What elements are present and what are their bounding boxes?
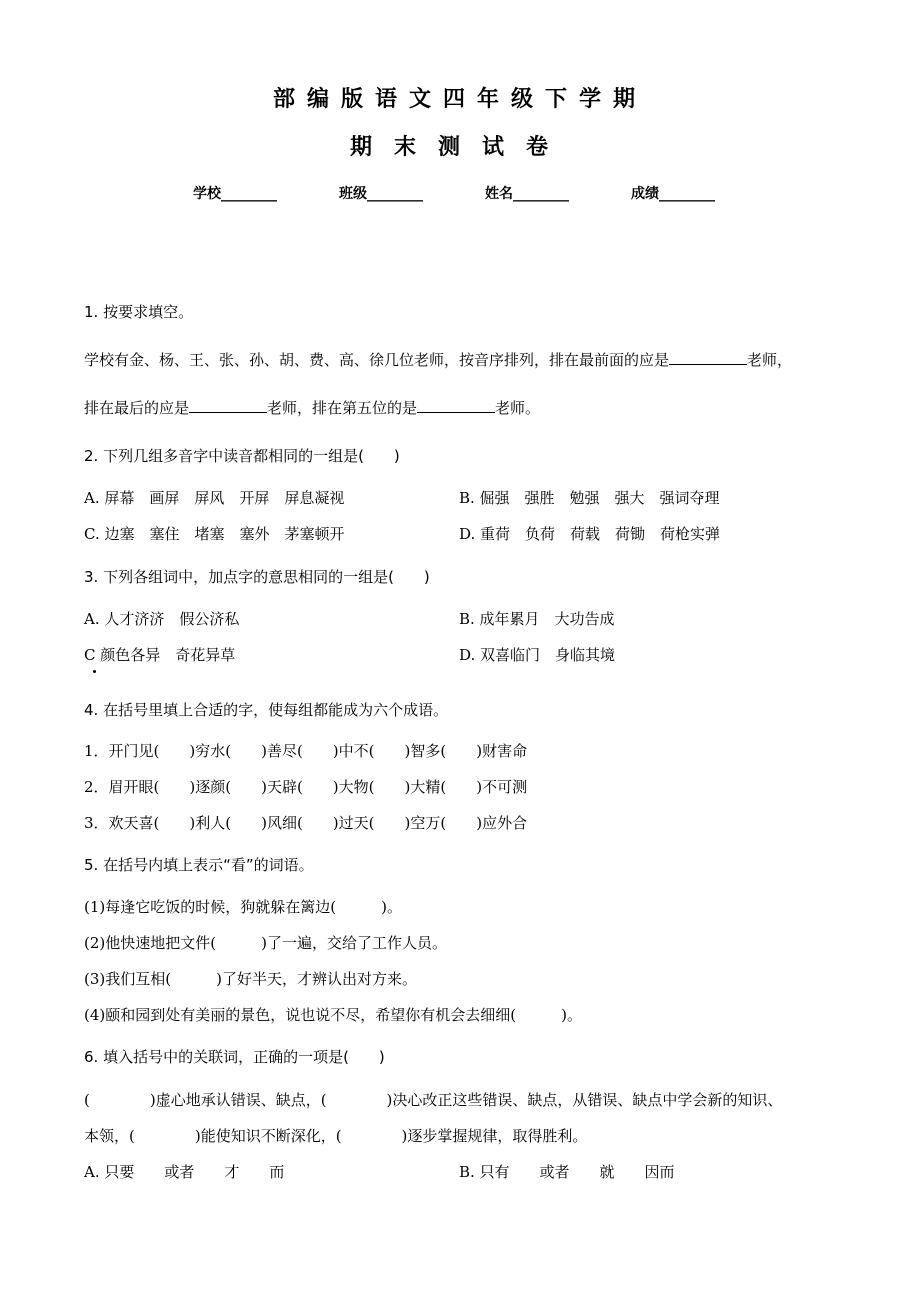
- exam-title: 部编版语文四年级下学期: [272, 87, 647, 112]
- option-d: D. 双喜临门 身临其境: [459, 646, 616, 664]
- q1-text-e: 老师。: [495, 399, 541, 417]
- exam-subtitle: 期末测试卷: [349, 135, 570, 160]
- class-field: 班级________: [339, 186, 423, 202]
- emphasis-dot: [93, 670, 96, 673]
- question-5-title: 5. 在括号内填上表示“看”的词语。: [84, 856, 314, 874]
- name-field: 姓名________: [485, 186, 569, 202]
- question-5-item-2: (2)他快速地把文件( )了一遍，交给了工作人员。: [84, 934, 447, 952]
- question-3-title: 3. 下列各组词中，加点字的意思相同的一组是( ): [84, 568, 430, 586]
- question-1-line-2: [84, 398, 864, 418]
- question-2-title: 2. 下列几组多音字中读音都相同的一组是( ): [84, 447, 400, 465]
- question-2-row-2: [84, 524, 864, 544]
- option-a: A. 只要 或者 才 而: [84, 1163, 285, 1181]
- school-field: 学校________: [193, 186, 277, 202]
- q1-text-a: 学校有金、杨、王、张、孙、胡、费、高、徐几位老师，按音序排列，排在最前面的应是: [84, 351, 670, 369]
- question-4-line-1: 1．开门见( )穷水( )善尽( )中不( )智多( )财害命: [84, 742, 528, 760]
- option-b: B. 成年累月 大功告成: [459, 610, 615, 628]
- question-6-text-2: 本领，( )能使知识不断深化，( )逐步掌握规律，取得胜利。: [84, 1127, 588, 1145]
- question-5-item-4: (4)颐和园到处有美丽的景色，说也说不尽，希望你有机会去细细( )。: [84, 1006, 582, 1024]
- question-6-text-1: ( )虚心地承认错误、缺点，( )决心改正这些错误、缺点，从错误、缺点中学会新的知识、: [84, 1091, 783, 1109]
- question-4-line-3: 3．欢天喜( )利人( )风细( )过天( )空万( )应外合: [84, 814, 528, 832]
- fill-blank: [669, 350, 747, 365]
- question-1-title: 1. 按要求填空。: [84, 303, 194, 321]
- question-6-title: 6. 填入括号中的关联词，正确的一项是( ): [84, 1048, 385, 1066]
- student-info-row: [0, 183, 920, 203]
- option-d: D. 重荷 负荷 荷载 荷锄 荷枪实弹: [459, 525, 721, 543]
- q1-text-b: 老师，: [747, 351, 793, 369]
- question-1-line-1: [84, 350, 864, 370]
- option-a: A. 屏幕 画屏 屏风 开屏 屏息凝视: [84, 489, 345, 507]
- question-4-title: 4. 在括号里填上合适的字，使每组都能成为六个成语。: [84, 701, 449, 719]
- question-5-item-1: (1)每逢它吃饭的时候，狗就躲在篱边( )。: [84, 898, 402, 916]
- question-6-options: [84, 1162, 864, 1182]
- fill-blank: [417, 398, 495, 413]
- option-b: B. 倔强 强胜 勉强 强大 强词夺理: [459, 489, 720, 507]
- question-2-row-1: [84, 488, 864, 508]
- question-3-row-1: [84, 609, 864, 629]
- question-3-row-2: [84, 645, 864, 665]
- fill-blank: [189, 398, 267, 413]
- option-c: C. 边塞 塞住 堵塞 塞外 茅塞顿开: [84, 525, 345, 543]
- q1-text-c: 排在最后的应是: [84, 399, 190, 417]
- option-c: C 颜色各异 奇花异草: [84, 646, 236, 664]
- option-a: A. 人才济济 假公济私: [84, 610, 240, 628]
- option-b: B. 只有 或者 就 因而: [459, 1163, 675, 1181]
- question-4-line-2: 2．眉开眼( )逐颜( )天辟( )大物( )大精( )不可测: [84, 778, 528, 796]
- question-5-item-3: (3)我们互相( )了好半天，才辨认出对方来。: [84, 970, 417, 988]
- q1-text-d: 老师，排在第五位的是: [267, 399, 418, 417]
- score-field: 成绩________: [631, 186, 715, 202]
